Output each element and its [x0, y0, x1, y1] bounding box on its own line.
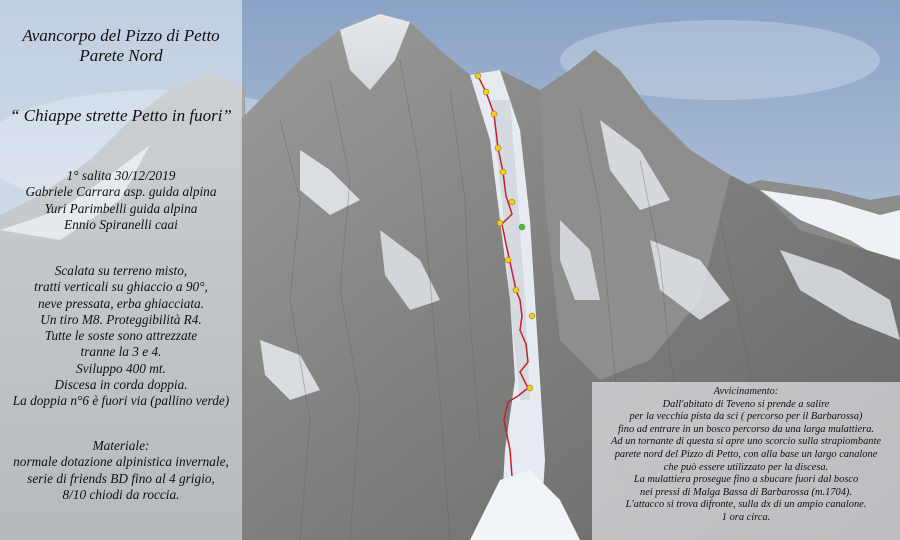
belay-dot [509, 199, 515, 205]
approach-line: Dall'abitato di Teveno si prende a salire [662, 398, 830, 410]
approach-heading: Avvicinamento: [713, 386, 779, 397]
approach-block [592, 386, 900, 525]
route-info-line: tratti verticali su ghiaccio a 90°, [34, 279, 208, 295]
belay-dot [527, 385, 533, 391]
belay-dot [495, 145, 501, 151]
climber-2: Yuri Parimbelli guida alpina [44, 200, 198, 216]
route-info-line: Scalata su terreno misto, [54, 263, 188, 278]
approach-line: fino ad entrare in un bosco percorso da una larga mulattiera. [617, 423, 874, 435]
belay-dot [513, 287, 519, 293]
first-ascent-block [0, 168, 242, 233]
material-heading: Materiale: [92, 438, 150, 453]
route-info-line: La doppia n°6 è fuori via (pallino verde) [12, 393, 230, 409]
offroute-rappel-dot [519, 224, 525, 230]
approach-line: parete nord del Pizzo di Petto, con alla base un largo canalone [614, 448, 878, 460]
belay-dot [475, 73, 481, 79]
approach-line: che può essere utilizzato per la discesa. [663, 461, 829, 473]
approach-line: La mulattiera prosegue fino a sbucare fuori dal bosco [633, 474, 859, 486]
belay-dot [491, 111, 497, 117]
approach-line: nei pressi di Malga Bassa di Barbarossa (m.1704). [640, 486, 852, 498]
belay-dot [483, 89, 489, 95]
route-info-block [0, 263, 242, 410]
belay-dot [500, 169, 506, 175]
first-ascent-date: 1° salita 30/12/2019 [66, 168, 176, 183]
material-block [0, 438, 242, 503]
route-info-line: neve pressata, erba ghiacciata. [37, 295, 205, 311]
material-line: serie di friends BD fino al 4 grigio, [27, 470, 215, 486]
title-line-2: Parete Nord [79, 46, 163, 65]
material-line: normale dotazione alpinistica invernale, [13, 454, 229, 470]
route-info-line: Un tiro M8. Proteggibilità R4. [40, 311, 202, 327]
material-line: 8/10 chiodi da roccia. [62, 486, 180, 502]
approach-line: 1 ora circa. [721, 511, 771, 523]
route-info-line: tranne la 3 e 4. [80, 344, 162, 360]
title-line-1: Avancorpo del Pizzo di Petto [22, 26, 220, 45]
approach-line: Ad un tornante di questa si apre uno scorcio sulla strapiombante [611, 436, 881, 448]
belay-dot [505, 257, 511, 263]
belay-dot [497, 220, 503, 226]
route-info-line: Sviluppo 400 mt. [76, 360, 166, 376]
route-info-line: Tutte le soste sono attrezzate [44, 328, 198, 344]
approach-line: L'attacco si trova difronte, sulla dx di un ampio canalone. [625, 499, 867, 511]
route-info-line: Discesa in corda doppia. [54, 377, 188, 393]
approach-line: per la vecchia pista da sci ( percorso per il Barbarossa) [629, 411, 863, 423]
belay-dot [529, 313, 535, 319]
climber-1: Gabriele Carrara asp. guida alpina [25, 184, 217, 200]
route-name: “ Chiappe strette Petto in fuori” [10, 106, 232, 125]
climber-3: Ennio Spiranelli caai [64, 216, 178, 232]
